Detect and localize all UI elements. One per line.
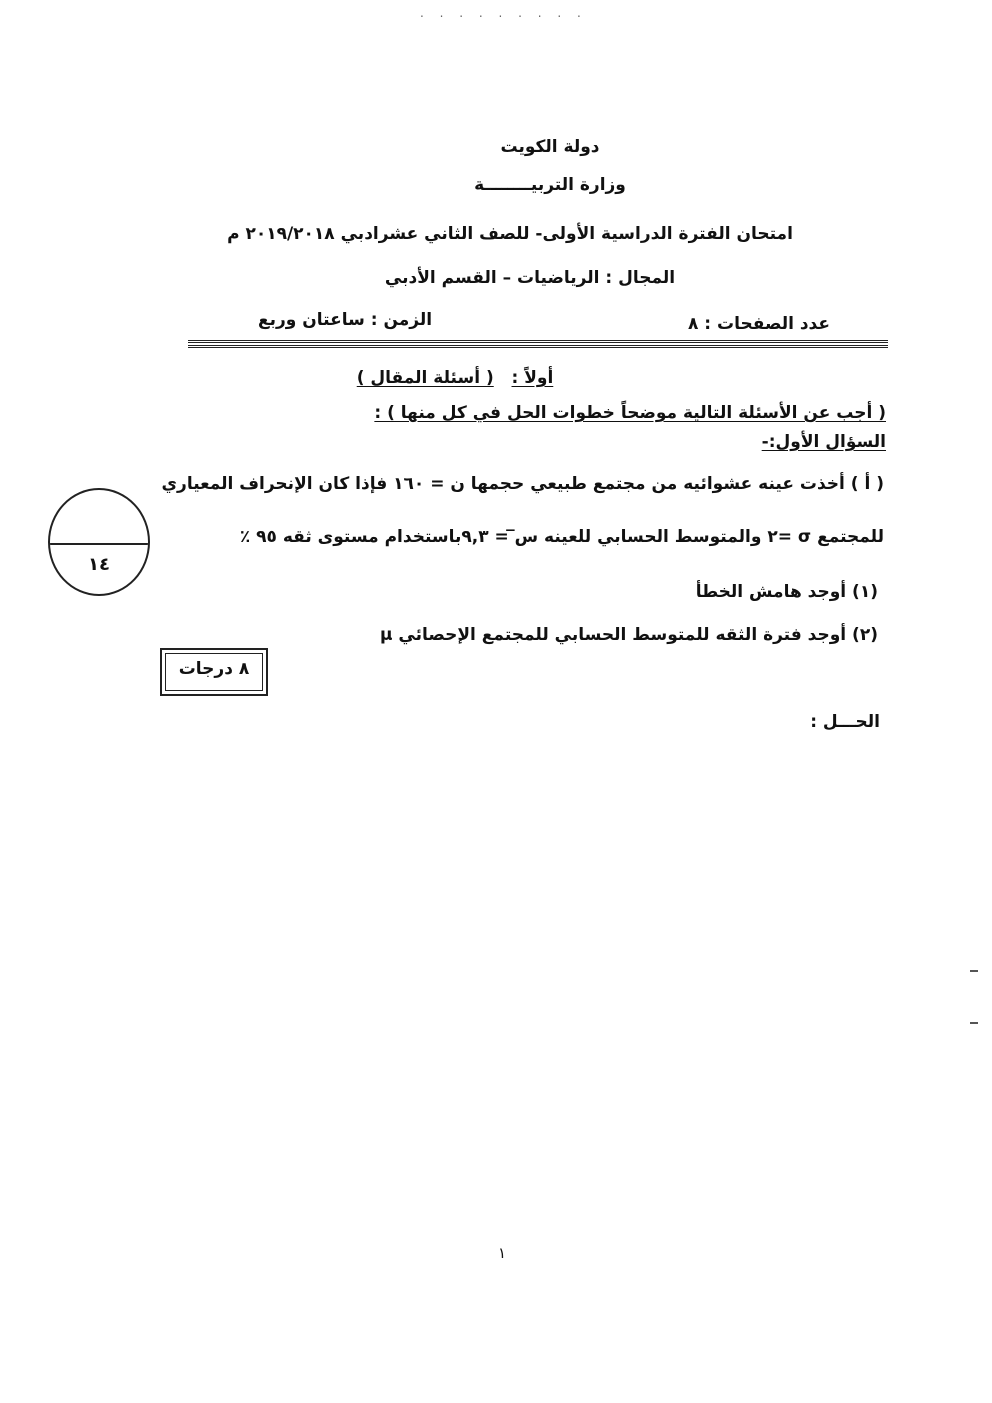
section-title: ( أسئلة المقال ) xyxy=(356,368,494,388)
edge-mark xyxy=(970,970,978,972)
instructions: ( أجب عن الأسئلة التالية موضحاً خطوات الحل في كل منها ) : xyxy=(374,403,886,423)
page-number: ١ xyxy=(497,1244,507,1262)
score-circle-divider xyxy=(50,543,148,545)
grade-label: ٨ درجات xyxy=(178,659,250,679)
solution-label: الحـــل : xyxy=(810,712,880,732)
question-title: السؤال الأول:- xyxy=(761,432,886,452)
question-part-2: (٢) أوجد فترة الثقه للمتوسط الحسابي للمجتمع الإحصائي μ xyxy=(380,625,878,645)
edge-mark xyxy=(970,1022,978,1024)
header-divider xyxy=(188,340,888,348)
exam-field: المجال : الرياضيات – القسم الأدبي xyxy=(384,268,676,288)
header-country: دولة الكويت xyxy=(500,137,600,157)
header-ministry: وزارة التربيــــــــة xyxy=(474,175,626,195)
pages-count: عدد الصفحات : ٨ xyxy=(687,314,830,334)
grade-box xyxy=(160,648,268,696)
section-label: أولاً : xyxy=(511,368,554,388)
section-heading xyxy=(300,368,610,388)
exam-title: امتحان الفترة الدراسية الأولى- للصف الثاني عشرادبي ٢٠١٩/٢٠١٨ م xyxy=(227,224,793,244)
exam-time: الزمن : ساعتان وربع xyxy=(258,310,433,330)
score-value: ١٤ xyxy=(88,554,110,575)
question-line-2: للمجتمع σ =٢ والمتوسط الحسابي للعينه س̅ = ٩,٣باستخدام مستوى ثقه ٩٥ ٪ xyxy=(239,527,884,547)
question-line-1: ( أ ) أخذت عينه عشوائيه من مجتمع طبيعي حجمها ن = ١٦٠ فإذا كان الإنحراف المعياري xyxy=(161,474,884,494)
top-dots: . . . . . . . . . xyxy=(420,6,587,20)
question-part-1: (١) أوجد هامش الخطأ xyxy=(695,582,878,602)
score-circle xyxy=(48,488,150,596)
